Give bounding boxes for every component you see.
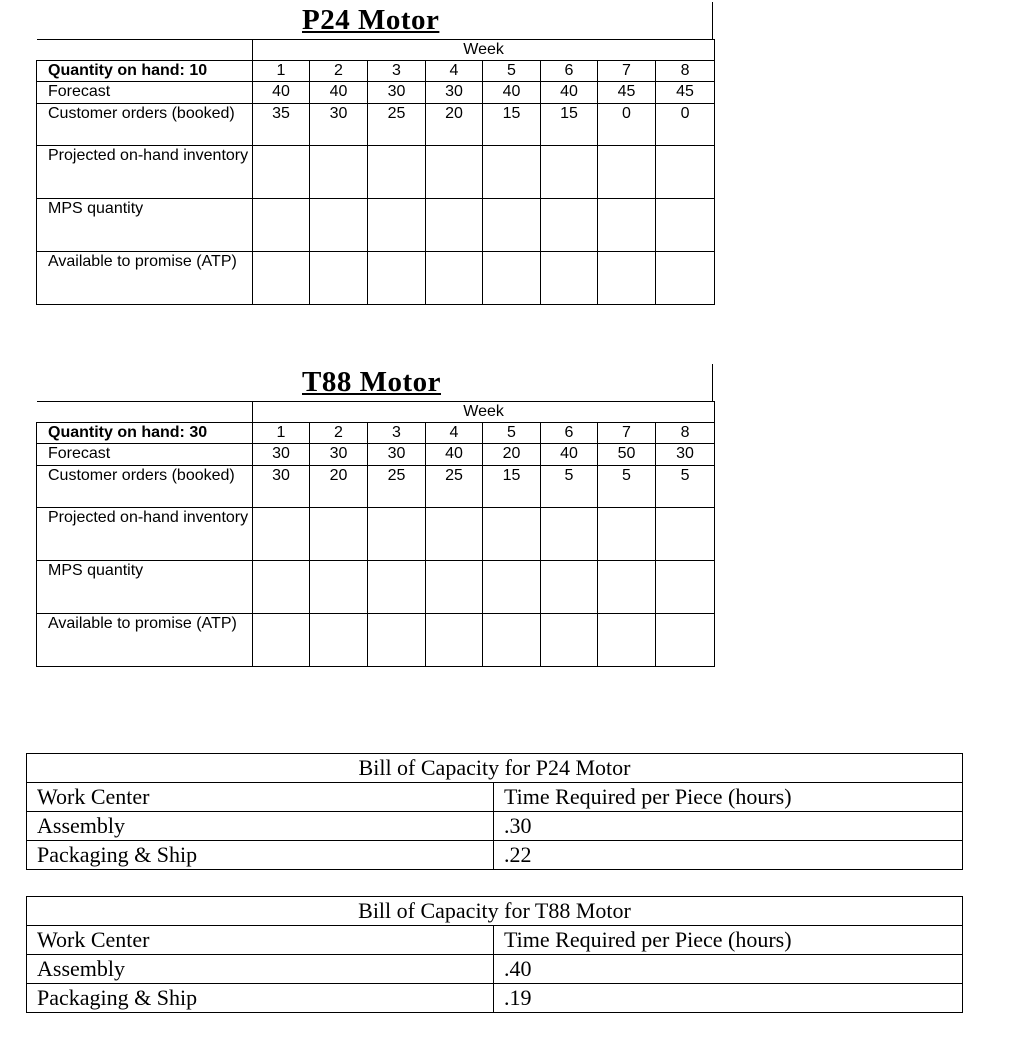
t88-atp-cell[interactable]	[483, 614, 541, 667]
p24-orders-label: Customer orders (booked)	[37, 104, 253, 146]
t88-orders-cell: 5	[541, 466, 598, 508]
t88-orders-cell: 5	[656, 466, 715, 508]
t88-week-header: Week	[253, 402, 715, 423]
t88-title-divider	[712, 364, 713, 401]
boc-p24-time-cell: .30	[494, 812, 963, 841]
p24-orders-cell: 35	[253, 104, 310, 146]
t88-mps-cell[interactable]	[426, 561, 483, 614]
t88-poh-cell[interactable]	[656, 508, 715, 561]
t88-orders-label: Customer orders (booked)	[37, 466, 253, 508]
t88-qoh-label: Quantity on hand: 30	[37, 423, 253, 444]
t88-orders-cell: 25	[368, 466, 426, 508]
p24-atp-cell[interactable]	[483, 252, 541, 305]
t88-mps-cell[interactable]	[541, 561, 598, 614]
p24-week-cell: 5	[483, 61, 541, 82]
p24-week-cell: 1	[253, 61, 310, 82]
boc-t88-center-cell: Assembly	[27, 955, 494, 984]
p24-orders-cell: 0	[598, 104, 656, 146]
table-row	[27, 984, 963, 1013]
p24-week-header: Week	[253, 40, 715, 61]
boc-t88-col-workcenter: Work Center	[27, 926, 494, 955]
t88-mps-cell[interactable]	[483, 561, 541, 614]
p24-week-cell: 6	[541, 61, 598, 82]
t88-poh-cell[interactable]	[426, 508, 483, 561]
boc-p24-time-cell: .22	[494, 841, 963, 870]
p24-poh-cell[interactable]	[483, 146, 541, 199]
p24-orders-cell: 0	[656, 104, 715, 146]
t88-mps-cell[interactable]	[598, 561, 656, 614]
t88-week-cell: 2	[310, 423, 368, 444]
table-row	[27, 812, 963, 841]
p24-orders-cell: 15	[483, 104, 541, 146]
t88-mps-section	[36, 364, 714, 670]
p24-corner	[37, 40, 253, 61]
p24-atp-label: Available to promise (ATP)	[37, 252, 253, 305]
p24-mps-cell[interactable]	[426, 199, 483, 252]
p24-forecast-cell: 40	[483, 82, 541, 104]
p24-mps-cell[interactable]	[368, 199, 426, 252]
t88-title: T88 Motor	[302, 366, 441, 398]
p24-poh-cell[interactable]	[368, 146, 426, 199]
boc-p24-col-workcenter: Work Center	[27, 783, 494, 812]
p24-poh-cell[interactable]	[426, 146, 483, 199]
t88-orders-cell: 5	[598, 466, 656, 508]
t88-week-cell: 6	[541, 423, 598, 444]
p24-forecast-label: Forecast	[37, 82, 253, 104]
boc-t88-time-cell: .40	[494, 955, 963, 984]
boc-t88-time-cell: .19	[494, 984, 963, 1013]
boc-p24-center-cell: Assembly	[27, 812, 494, 841]
p24-poh-cell[interactable]	[598, 146, 656, 199]
t88-poh-cell[interactable]	[253, 508, 310, 561]
p24-mps-cell[interactable]	[253, 199, 310, 252]
t88-orders-cell: 20	[310, 466, 368, 508]
t88-poh-cell[interactable]	[368, 508, 426, 561]
p24-week-cell: 7	[598, 61, 656, 82]
t88-mps-label: MPS quantity	[37, 561, 253, 614]
t88-orders-cell: 30	[253, 466, 310, 508]
p24-mps-label: MPS quantity	[37, 199, 253, 252]
t88-mps-cell[interactable]	[656, 561, 715, 614]
boc-t88-caption: Bill of Capacity for T88 Motor	[27, 897, 963, 926]
t88-atp-cell[interactable]	[310, 614, 368, 667]
t88-forecast-cell: 40	[426, 444, 483, 466]
p24-atp-cell[interactable]	[253, 252, 310, 305]
t88-orders-cell: 15	[483, 466, 541, 508]
t88-forecast-cell: 30	[310, 444, 368, 466]
t88-mps-cell[interactable]	[368, 561, 426, 614]
boc-t88-col-time: Time Required per Piece (hours)	[494, 926, 963, 955]
t88-poh-cell[interactable]	[541, 508, 598, 561]
p24-mps-cell[interactable]	[541, 199, 598, 252]
p24-forecast-cell: 45	[598, 82, 656, 104]
t88-atp-cell[interactable]	[426, 614, 483, 667]
t88-atp-cell[interactable]	[541, 614, 598, 667]
p24-forecast-cell: 40	[541, 82, 598, 104]
p24-forecast-cell: 40	[310, 82, 368, 104]
p24-mps-cell[interactable]	[483, 199, 541, 252]
t88-forecast-cell: 20	[483, 444, 541, 466]
p24-week-cell: 4	[426, 61, 483, 82]
p24-atp-cell[interactable]	[598, 252, 656, 305]
t88-mps-table	[36, 401, 715, 667]
p24-forecast-cell: 40	[253, 82, 310, 104]
t88-week-cell: 5	[483, 423, 541, 444]
t88-week-cell: 4	[426, 423, 483, 444]
p24-orders-cell: 20	[426, 104, 483, 146]
boc-t88-center-cell: Packaging & Ship	[27, 984, 494, 1013]
t88-poh-cell[interactable]	[310, 508, 368, 561]
p24-forecast-cell: 30	[368, 82, 426, 104]
p24-poh-cell[interactable]	[253, 146, 310, 199]
p24-mps-section	[36, 2, 714, 308]
boc-p24-center-cell: Packaging & Ship	[27, 841, 494, 870]
p24-orders-cell: 30	[310, 104, 368, 146]
t88-atp-cell[interactable]	[656, 614, 715, 667]
p24-forecast-cell: 45	[656, 82, 715, 104]
t88-week-cell: 3	[368, 423, 426, 444]
p24-week-cell: 2	[310, 61, 368, 82]
p24-atp-cell[interactable]	[368, 252, 426, 305]
p24-poh-label: Projected on-hand inventory	[37, 146, 253, 199]
p24-mps-cell[interactable]	[310, 199, 368, 252]
t88-forecast-cell: 40	[541, 444, 598, 466]
p24-poh-cell[interactable]	[541, 146, 598, 199]
p24-mps-cell[interactable]	[656, 199, 715, 252]
t88-poh-label: Projected on-hand inventory	[37, 508, 253, 561]
p24-atp-cell[interactable]	[426, 252, 483, 305]
p24-atp-cell[interactable]	[656, 252, 715, 305]
p24-title-divider	[712, 2, 713, 39]
t88-week-cell: 1	[253, 423, 310, 444]
t88-poh-cell[interactable]	[598, 508, 656, 561]
t88-forecast-label: Forecast	[37, 444, 253, 466]
t88-atp-cell[interactable]	[253, 614, 310, 667]
t88-mps-cell[interactable]	[253, 561, 310, 614]
p24-orders-cell: 15	[541, 104, 598, 146]
p24-week-cell: 3	[368, 61, 426, 82]
table-row	[27, 841, 963, 870]
table-row	[27, 955, 963, 984]
boc-p24-caption: Bill of Capacity for P24 Motor	[27, 754, 963, 783]
boc-p24-col-time: Time Required per Piece (hours)	[494, 783, 963, 812]
t88-week-cell: 7	[598, 423, 656, 444]
t88-week-cell: 8	[656, 423, 715, 444]
p24-poh-cell[interactable]	[310, 146, 368, 199]
boc-t88-table	[26, 896, 963, 1013]
p24-poh-cell[interactable]	[656, 146, 715, 199]
p24-week-cell: 8	[656, 61, 715, 82]
p24-title: P24 Motor	[302, 4, 440, 36]
t88-corner	[37, 402, 253, 423]
t88-poh-cell[interactable]	[483, 508, 541, 561]
t88-atp-cell[interactable]	[368, 614, 426, 667]
p24-atp-cell[interactable]	[541, 252, 598, 305]
t88-atp-label: Available to promise (ATP)	[37, 614, 253, 667]
t88-forecast-cell: 30	[368, 444, 426, 466]
p24-mps-table	[36, 39, 715, 305]
p24-orders-cell: 25	[368, 104, 426, 146]
t88-orders-cell: 25	[426, 466, 483, 508]
p24-mps-cell[interactable]	[598, 199, 656, 252]
t88-forecast-cell: 30	[656, 444, 715, 466]
p24-atp-cell[interactable]	[310, 252, 368, 305]
p24-forecast-cell: 30	[426, 82, 483, 104]
t88-atp-cell[interactable]	[598, 614, 656, 667]
t88-forecast-cell: 50	[598, 444, 656, 466]
t88-forecast-cell: 30	[253, 444, 310, 466]
p24-qoh-label: Quantity on hand: 10	[37, 61, 253, 82]
t88-mps-cell[interactable]	[310, 561, 368, 614]
boc-p24-table	[26, 753, 963, 870]
